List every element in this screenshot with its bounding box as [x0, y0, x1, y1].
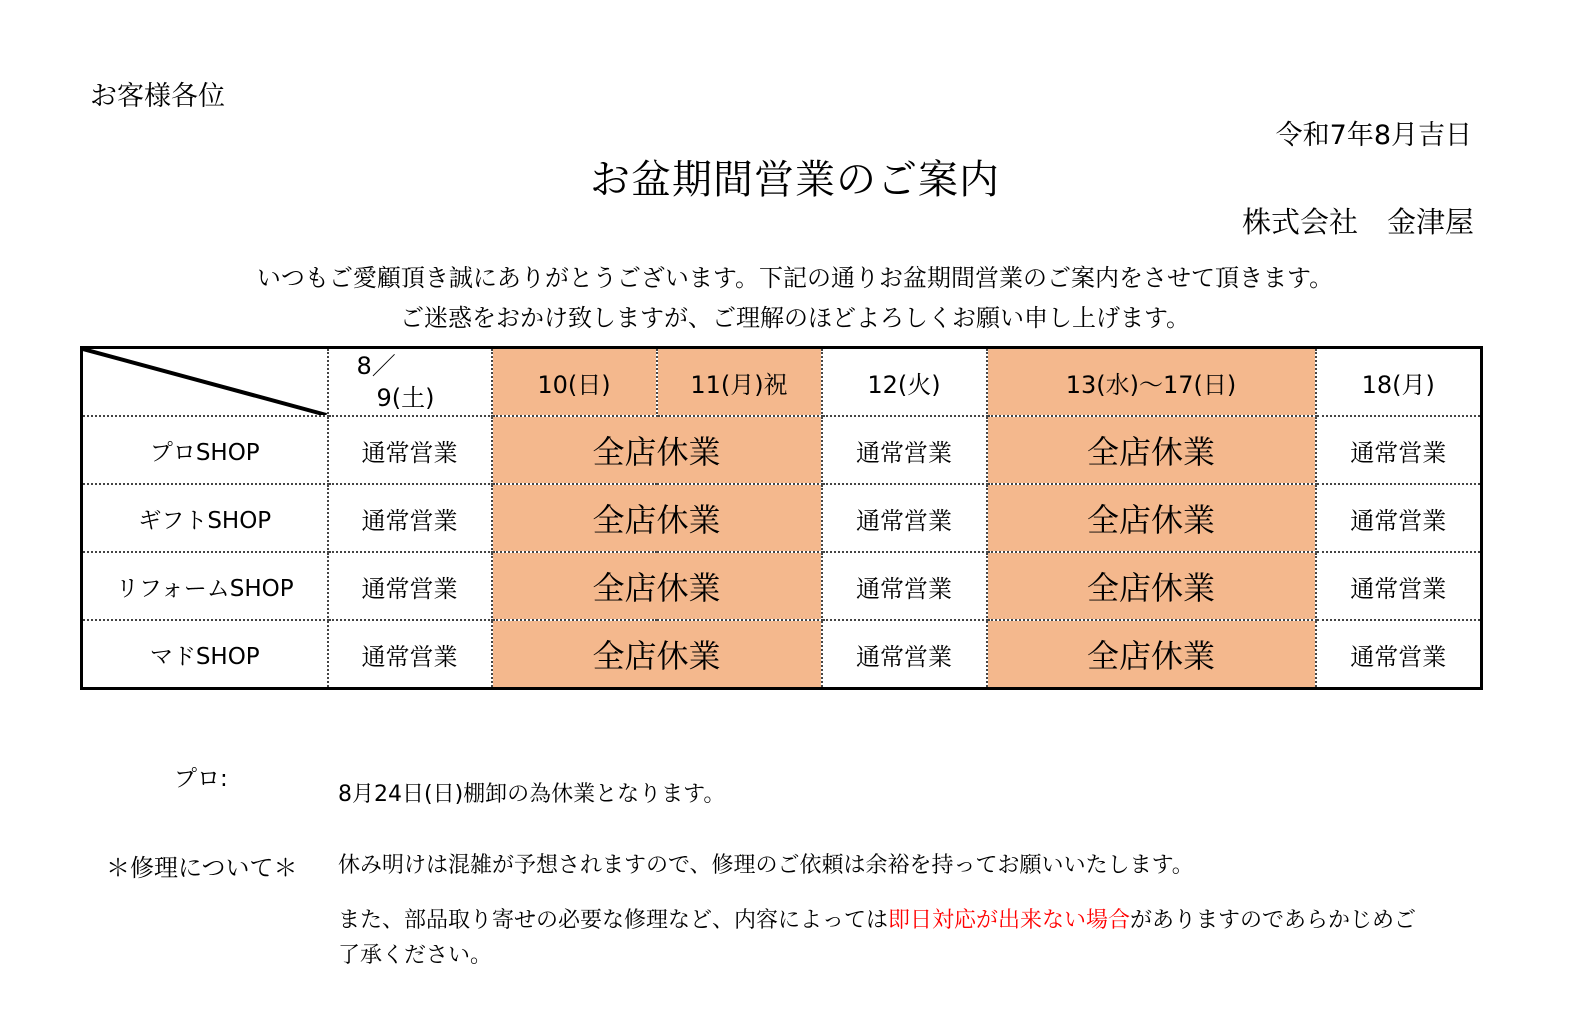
col-header-13-17: 13(水)～17(日) — [987, 348, 1316, 417]
status-cell: 通常営業 — [822, 552, 987, 620]
col-header-8-9 — [328, 348, 492, 417]
diagonal-line-icon — [83, 349, 327, 415]
closed-cell: 全店休業 — [987, 552, 1316, 620]
page-title: お盆期間営業のご案内 — [590, 157, 1000, 203]
col-header-18: 18(月) — [1316, 348, 1482, 417]
status-cell: 通常営業 — [1316, 620, 1482, 689]
addressee: お客様各位 — [90, 81, 225, 112]
status-cell: 通常営業 — [822, 484, 987, 552]
closed-cell: 全店休業 — [492, 484, 822, 552]
status-cell: 通常営業 — [328, 552, 492, 620]
repair-note-line-2-start: また、部品取り寄せの必要な修理など、内容によっては — [338, 908, 889, 933]
table-row — [82, 620, 1482, 689]
table-row — [82, 416, 1482, 484]
closed-cell: 全店休業 — [987, 620, 1316, 689]
repair-warning-text: 即日対応が出来ない場合 — [888, 908, 1131, 933]
shop-name: マドSHOP — [82, 620, 328, 689]
issue-date: 令和7年8月吉日 — [1275, 120, 1472, 151]
closed-cell: 全店休業 — [987, 416, 1316, 484]
closed-cell: 全店休業 — [492, 620, 822, 689]
company-name: 株式会社 金津屋 — [1241, 205, 1474, 239]
col-header-12: 12(火) — [822, 348, 987, 417]
repair-note-line-1: 休み明けは混雑が予想されますので、修理のご依頼は余裕を持ってお願いいたします。 — [338, 853, 1194, 878]
repair-note-line-3: 了承ください。 — [338, 943, 493, 968]
repair-note-line-2 — [338, 903, 1416, 934]
status-cell: 通常営業 — [1316, 484, 1482, 552]
shop-name: リフォームSHOP — [82, 552, 328, 620]
pro-note-label: プロ: — [174, 766, 228, 792]
col-header-8-9-line2: 9(土) — [376, 384, 435, 412]
shop-name: ギフトSHOP — [82, 484, 328, 552]
closed-cell: 全店休業 — [492, 416, 822, 484]
status-cell: 通常営業 — [1316, 416, 1482, 484]
schedule-table — [80, 346, 1483, 690]
status-cell: 通常営業 — [328, 416, 492, 484]
status-cell: 通常営業 — [328, 484, 492, 552]
table-row — [82, 552, 1482, 620]
col-header-10: 10(日) — [492, 348, 657, 417]
closed-cell: 全店休業 — [987, 484, 1316, 552]
status-cell: 通常営業 — [1316, 552, 1482, 620]
col-header-8-9-line1: 8／ — [356, 352, 396, 380]
closed-cell: 全店休業 — [492, 552, 822, 620]
shop-name: プロSHOP — [82, 416, 328, 484]
table-row — [82, 484, 1482, 552]
intro-line-1: いつもご愛顧頂き誠にありがとうございます。下記の通りお盆期間営業のご案内をさせて頂きます。 — [256, 264, 1334, 292]
status-cell: 通常営業 — [328, 620, 492, 689]
status-cell: 通常営業 — [822, 416, 987, 484]
table-header-row — [82, 348, 1482, 417]
col-header-11: 11(月)祝 — [657, 348, 822, 417]
repair-note-line-2-end: がありますのであらかじめご — [1130, 908, 1417, 933]
intro-line-2: ご迷惑をおかけ致しますが、ご理解のほどよろしくお願い申し上げます。 — [399, 304, 1191, 332]
corner-cell — [82, 348, 328, 417]
repair-note-label: ＊修理について＊ — [106, 854, 298, 882]
status-cell: 通常営業 — [822, 620, 987, 689]
pro-note-text: 8月24日(日)棚卸の為休業となります。 — [338, 782, 726, 807]
